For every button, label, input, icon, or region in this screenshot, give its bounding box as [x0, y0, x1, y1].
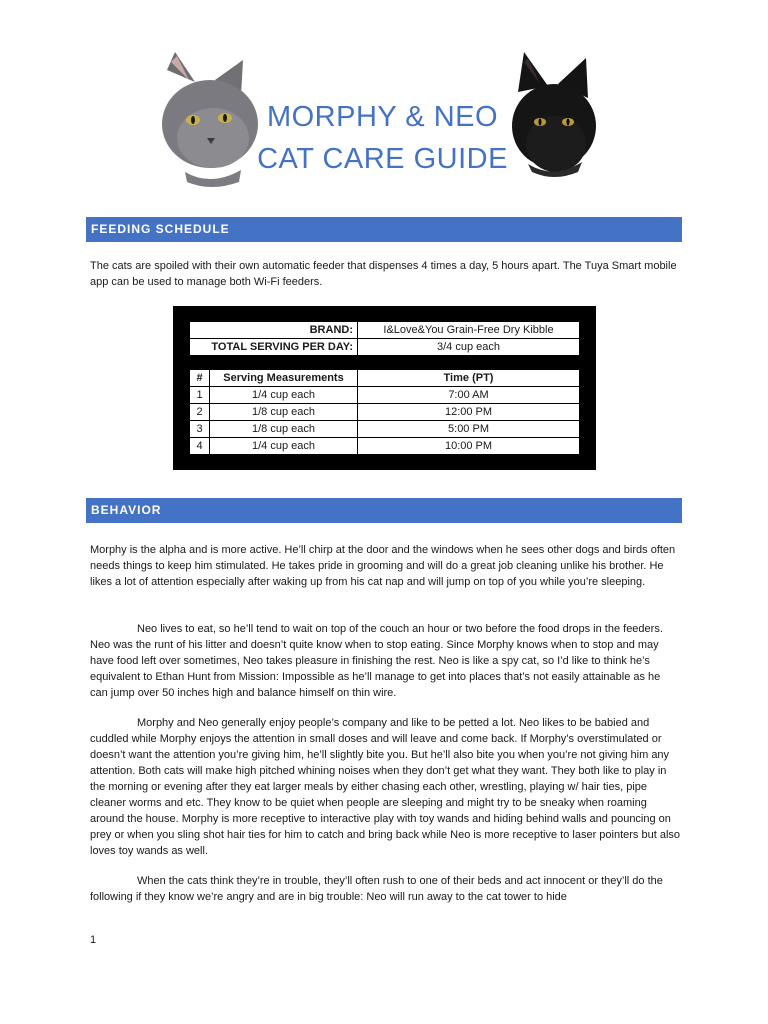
- table-row: [190, 387, 579, 404]
- feeding-info-table: [190, 322, 579, 355]
- row-time: 7:00 AM: [448, 389, 489, 401]
- section-header-behavior: BEHAVIOR: [86, 498, 682, 523]
- page-title: [250, 96, 515, 180]
- behavior-paragraph-4: When the cats think they’re in trouble, they’ll often rush to one of their beds and act innocent or they’ll do the following if they know we’re angry and are in big trouble: Neo will run away to the cat tower to hide: [90, 875, 663, 903]
- row-number: 1: [190, 387, 210, 403]
- brand-label: BRAND:: [190, 322, 358, 338]
- page-number: 1: [90, 934, 97, 946]
- row-serving: 1/8 cup each: [210, 421, 358, 437]
- table-row: [190, 421, 579, 438]
- column-header-time: Time (PT): [443, 372, 494, 384]
- behavior-paragraph-3: Morphy and Neo generally enjoy people’s company and like to be petted a lot. Neo likes to be babied and cuddled while Morphy enjoys the attention in small doses and will leave and come back. If Morphy’s overstimulated or doesn’t want the attention you’re giving him, he’ll slightly bite you. But he’ll also bite you when you’re not giving him any attention. Both cats will make high pitched whining noises when they don’t get what they want. They both like to play in the morning or evening after they eat larger meals by either chasing each other, wrestling, playing w/ hair ties, pipe cleaner worms and etc. They know to be quiet when people are sleeping and might try to be sneaky when roaming around the house. Morphy is more receptive to interactive play with toy wands and hiding behind walls and pouncing on prey or when you sling shot hair ties for him to catch and bring back while Neo is more receptive to laser pointers but also loves toy wands as well.: [90, 717, 681, 857]
- table-row: [190, 438, 579, 454]
- row-serving: 1/4 cup each: [210, 438, 358, 454]
- row-time: 12:00 PM: [444, 406, 493, 418]
- brand-row: [190, 322, 579, 339]
- title-line-1: MORPHY & NEO: [266, 101, 499, 133]
- feeding-intro: The cats are spoiled with their own automatic feeder that dispenses 4 times a day, 5 hours apart. The Tuya Smart mobile app can be used to manage both Wi-Fi feeders.: [90, 260, 677, 288]
- row-number: 3: [190, 421, 210, 437]
- serving-row: [190, 339, 579, 355]
- row-number: 4: [190, 438, 210, 454]
- behavior-paragraph-1: Morphy is the alpha and is more active. He’ll chirp at the door and the windows when he sees other dogs and birds often needs things to keep him stimulated. He takes pride in grooming and will do a great job cleaning unlike his brother. He likes a lot of attention especially after waking up from his cat nap and will jump on top of you while you’re sleeping.: [90, 544, 676, 588]
- behavior-paragraph-2: Neo lives to eat, so he’ll tend to wait on top of the couch an hour or two before the food drops in the feeders. Neo was the runt of his litter and doesn’t quite know when to stop eating. Since Morphy knows when to stop and may have food left over sometimes, Neo takes pleasure in finishing the rest. Neo is like a spy cat, so I’d like to think he’s equivalent to Ethan Hunt from Mission: Impossible as he’ll manage to get into places that’s not easily attainable as he can jump over 50 inches high and balance himself on thin wire.: [90, 623, 663, 699]
- brand-value: I&Love&You Grain-Free Dry Kibble: [383, 324, 554, 336]
- row-time: 5:00 PM: [448, 423, 489, 435]
- row-serving: 1/4 cup each: [210, 387, 358, 403]
- column-header-serving: Serving Measurements: [210, 370, 358, 386]
- title-line-2: CAT CARE GUIDE: [257, 143, 508, 175]
- row-number: 2: [190, 404, 210, 420]
- black-cat-photo: [508, 52, 598, 177]
- section-header-feeding: FEEDING SCHEDULE: [86, 217, 682, 242]
- row-time: 10:00 PM: [444, 440, 493, 452]
- schedule-table: [190, 370, 579, 454]
- table-row: [190, 404, 579, 421]
- serving-value: 3/4 cup each: [437, 341, 500, 353]
- feeding-table: [173, 306, 596, 470]
- serving-label: TOTAL SERVING PER DAY:: [190, 339, 358, 355]
- row-serving: 1/8 cup each: [210, 404, 358, 420]
- column-header-number: #: [190, 370, 210, 386]
- schedule-header-row: [190, 370, 579, 387]
